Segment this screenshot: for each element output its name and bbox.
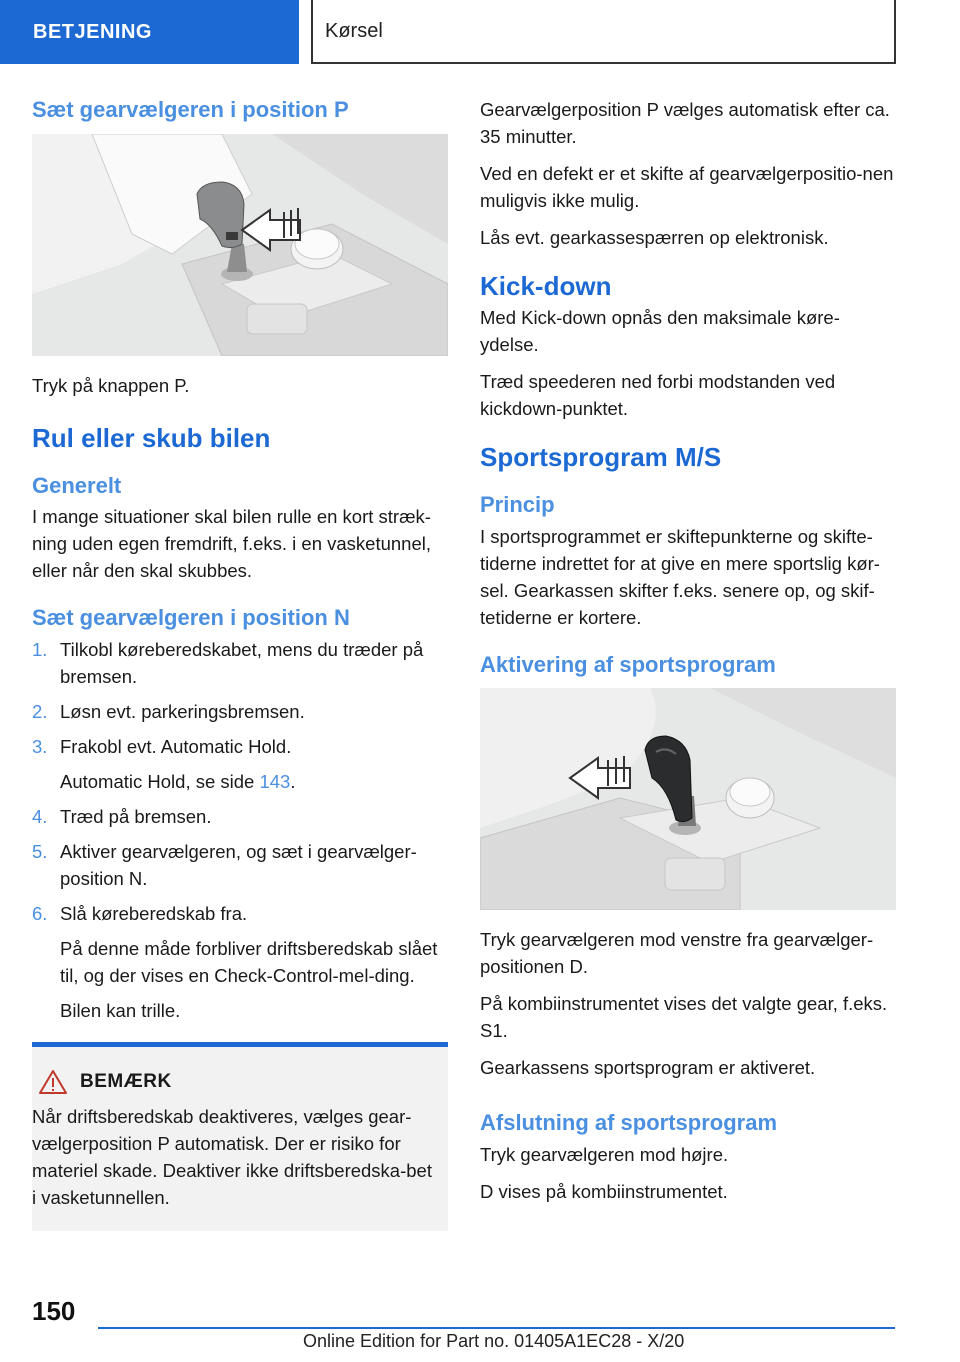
page-reference-link[interactable]: 143	[259, 770, 291, 792]
text-principle: I sportsprogrammet er skiftepunkterne og skifte-tiderne indrettet for at give en mere sportslig kør-sel. Gearkassen skifter f.eks. senere op, og skif-tetiderne er kortere.	[480, 525, 880, 628]
warning-triangle-icon	[38, 1069, 68, 1095]
heading-kickdown: Kick-down	[480, 271, 612, 301]
step-text: Frakobl evt. Automatic Hold.	[60, 735, 292, 757]
text-activate-2: På kombiinstrumentet vises det valgte gear, f.eks. S1.	[480, 993, 888, 1042]
text-press-p: Tryk på knappen P.	[32, 374, 190, 396]
text-unlock: Lås evt. gearkassespærren op elektronisk.	[480, 227, 829, 248]
step3-note	[32, 768, 448, 795]
step3-note-text: Automatic Hold, se side	[60, 770, 260, 792]
step-text: Aktiver gearvælgeren, og sæt i gearvælger-position N.	[60, 840, 417, 889]
step-item	[32, 698, 448, 725]
right-column	[480, 96, 896, 1215]
notice-text: Når driftsberedskab deaktiveres, vælges gear-vælgerposition P automatisk. Der er risiko for materiel skade. Deaktiver ikke driftsberedska-bet i vasketunnellen.	[32, 1105, 432, 1208]
illustration-gear-selector-p-button	[32, 134, 448, 356]
text-general: I mange situationer skal bilen rulle en kort stræk-ning uden egen fremdrift, f.eks. i en vasketunnel, eller når den skal skubbes.	[32, 506, 432, 582]
header-chapter-label: Kørsel	[325, 19, 383, 42]
step3-note-suffix: .	[290, 770, 296, 792]
step-text: Løsn evt. parkeringsbremsen.	[60, 700, 305, 722]
step-item	[32, 733, 448, 760]
footer-edition: Online Edition for Part no. 01405A1EC28 - X/20	[303, 1331, 685, 1351]
step-text: Tilkobl køreberedskabet, mens du træder på bremsen.	[60, 638, 424, 687]
step-item	[32, 900, 448, 927]
heading-principle: Princip	[480, 492, 555, 518]
heading-roll-push: Rul eller skub bilen	[32, 422, 271, 453]
illustration-gear-selector-left	[480, 688, 896, 910]
step-item	[32, 803, 448, 830]
step-number: 5.	[32, 840, 48, 862]
text-activate-1: Tryk gearvælgeren mod venstre fra gearvælger-positionen D.	[480, 929, 874, 978]
notice-title: BEMÆRK	[80, 1070, 172, 1092]
heading-end-sport: Afslutning af sportsprogram	[480, 1110, 778, 1136]
left-column	[32, 96, 448, 1231]
step-item	[32, 838, 448, 892]
heading-activate-sport: Aktivering af sportsprogram	[480, 651, 776, 677]
text-auto-p: Gearvælgerposition P vælges automatisk efter ca. 35 minutter.	[480, 99, 890, 147]
page-number: 150	[32, 1296, 76, 1326]
step-number: 4.	[32, 805, 48, 827]
step6-note: På denne måde forbliver driftsberedskab slået til, og der vises en Check-Control-mel-ding.	[60, 937, 438, 986]
step-number: 6.	[32, 902, 48, 924]
step-text: Slå køreberedskab fra.	[60, 902, 248, 924]
header-section-label: BETJENING	[33, 20, 152, 43]
header-chapter-box	[311, 0, 896, 64]
text-defect: Ved en defekt er et skifte af gearvælgerpositio-nen muligvis ikke mulig.	[480, 163, 894, 211]
heading-set-p: Sæt gearvælgeren i position P	[32, 97, 349, 122]
heading-sport-program: Sportsprogram M/S	[480, 442, 722, 473]
step-item	[32, 636, 448, 690]
header-section-tab	[0, 0, 299, 64]
text-end-1: Tryk gearvælgeren mod højre.	[480, 1143, 729, 1165]
text-kickdown-2: Træd speederen ned forbi modstanden ved kickdown-punktet.	[480, 371, 836, 420]
steps-list	[32, 636, 448, 760]
heading-set-n: Sæt gearvælgeren i position N	[32, 605, 350, 631]
steps-list-continued	[32, 803, 448, 927]
step6-note-roll: Bilen kan trille.	[60, 999, 181, 1021]
step-number: 1.	[32, 638, 48, 660]
text-end-2: D vises på kombiinstrumentet.	[480, 1180, 728, 1202]
text-activate-3: Gearkassens sportsprogram er aktiveret.	[480, 1057, 816, 1079]
step-number: 3.	[32, 735, 48, 757]
heading-general: Generelt	[32, 472, 122, 498]
text-kickdown-1: Med Kick-down opnås den maksimale køre-ydelse.	[480, 307, 840, 356]
step-number: 2.	[32, 700, 48, 722]
step-text: Træd på bremsen.	[60, 805, 212, 827]
notice-box	[32, 1042, 448, 1231]
notice-header	[32, 1069, 434, 1095]
footer-divider	[98, 1327, 895, 1329]
